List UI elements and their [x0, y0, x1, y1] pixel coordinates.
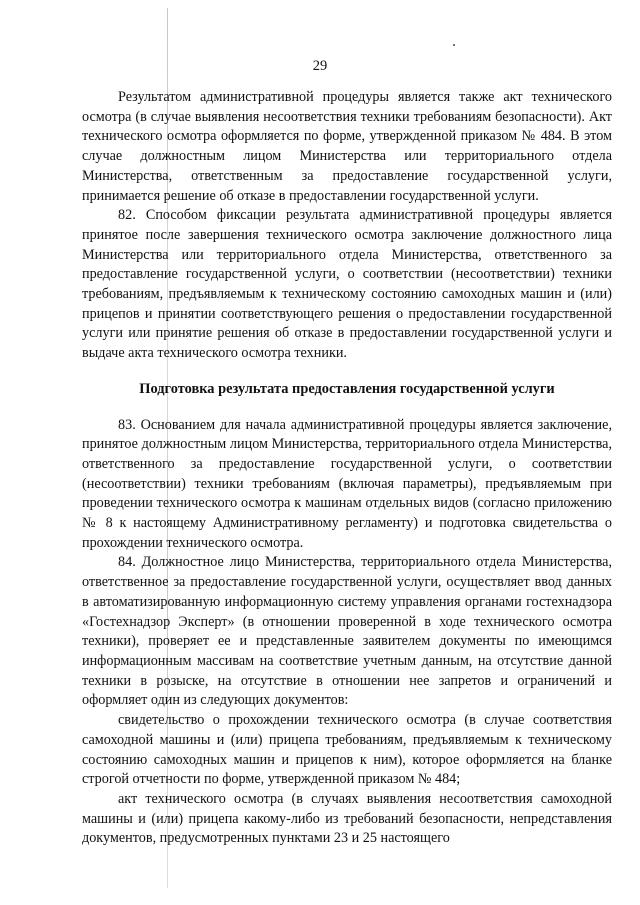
page-number: 29	[312, 58, 328, 74]
section-heading: Подготовка результата предоставления государственной услуги	[139, 380, 555, 397]
paragraph-83: 83. Основанием для начала административной процедуры является заключение, принятое должностным лицом Министерства, территориального отдела Министерства, ответственного за предоставление государственной услуги, о соответствии (несоответствии) техники требованиям (включая параметры), предъявляемым при проведении технического осмотра к машинам отдельных видов (согласно приложению № 8 к настоящему Административному регламенту) и подготовка свидетельства о прохождении технического осмотра.	[82, 416, 612, 551]
scan-speck	[453, 44, 455, 46]
document-body	[82, 88, 612, 849]
paragraph-result-act: Результатом административной процедуры является также акт технического осмотра (в случае выявления несоответствия техники требованиям безопасности). Акт технического осмотра оформляется по форме, утвержденной приказом № 484. В этом случае должностным лицом Министерства или территориального отдела Министерства, ответственным за предоставление государственной услуги, принимается решение об отказе в предоставлении государственной услуги.	[82, 89, 612, 204]
paragraph-84: 84. Должностное лицо Министерства, территориального отдела Министерства, ответственное за предоставление государственной услуги, осуществляет ввод данных в автоматизированную информационную систему управления органами гостехнадзора «Гостехнадзор Эксперт» (в отношении проверенной в ходе технического осмотра техники), проверяет ее и представленные заявителем документы по имеющимся информационным массивам на соответствие учетным данным, на отсутствие данной техники в розыске, на отсутствие в отношении нее запретов и ограничений и оформляет один из следующих документов:	[82, 554, 612, 709]
paragraph-certificate-item: свидетельство о прохождении технического осмотра (в случае соответствия самоходной машины и (или) прицепа требованиям, предъявляемым к техническому состоянию самоходных машин и прицепов к ним), которое оформляется на бланке строгой отчетности по форме, утвержденной приказом № 484;	[82, 712, 612, 788]
paragraph-82: 82. Способом фиксации результата административной процедуры является принятое после завершения технического осмотра заключение должностного лица Министерства или территориального отдела Министерства, ответственного за предоставление государственной услуги, о соответствии (несоответствии) техники требованиям, предъявляемым к техническому состоянию самоходных машин и (или) прицепов и принятии соответствующего решения о предоставлении государственной услуги или принятие решения об отказе в предоставлении государственной услуги и выдаче акта технического осмотра техники.	[82, 207, 612, 362]
paragraph-act-item: акт технического осмотра (в случаях выявления несоответствия самоходной машины и (или) прицепа какому-либо из требований безопасности, непредставления документов, предусмотренных пунктами 23 и 25 настоящего	[82, 790, 612, 847]
